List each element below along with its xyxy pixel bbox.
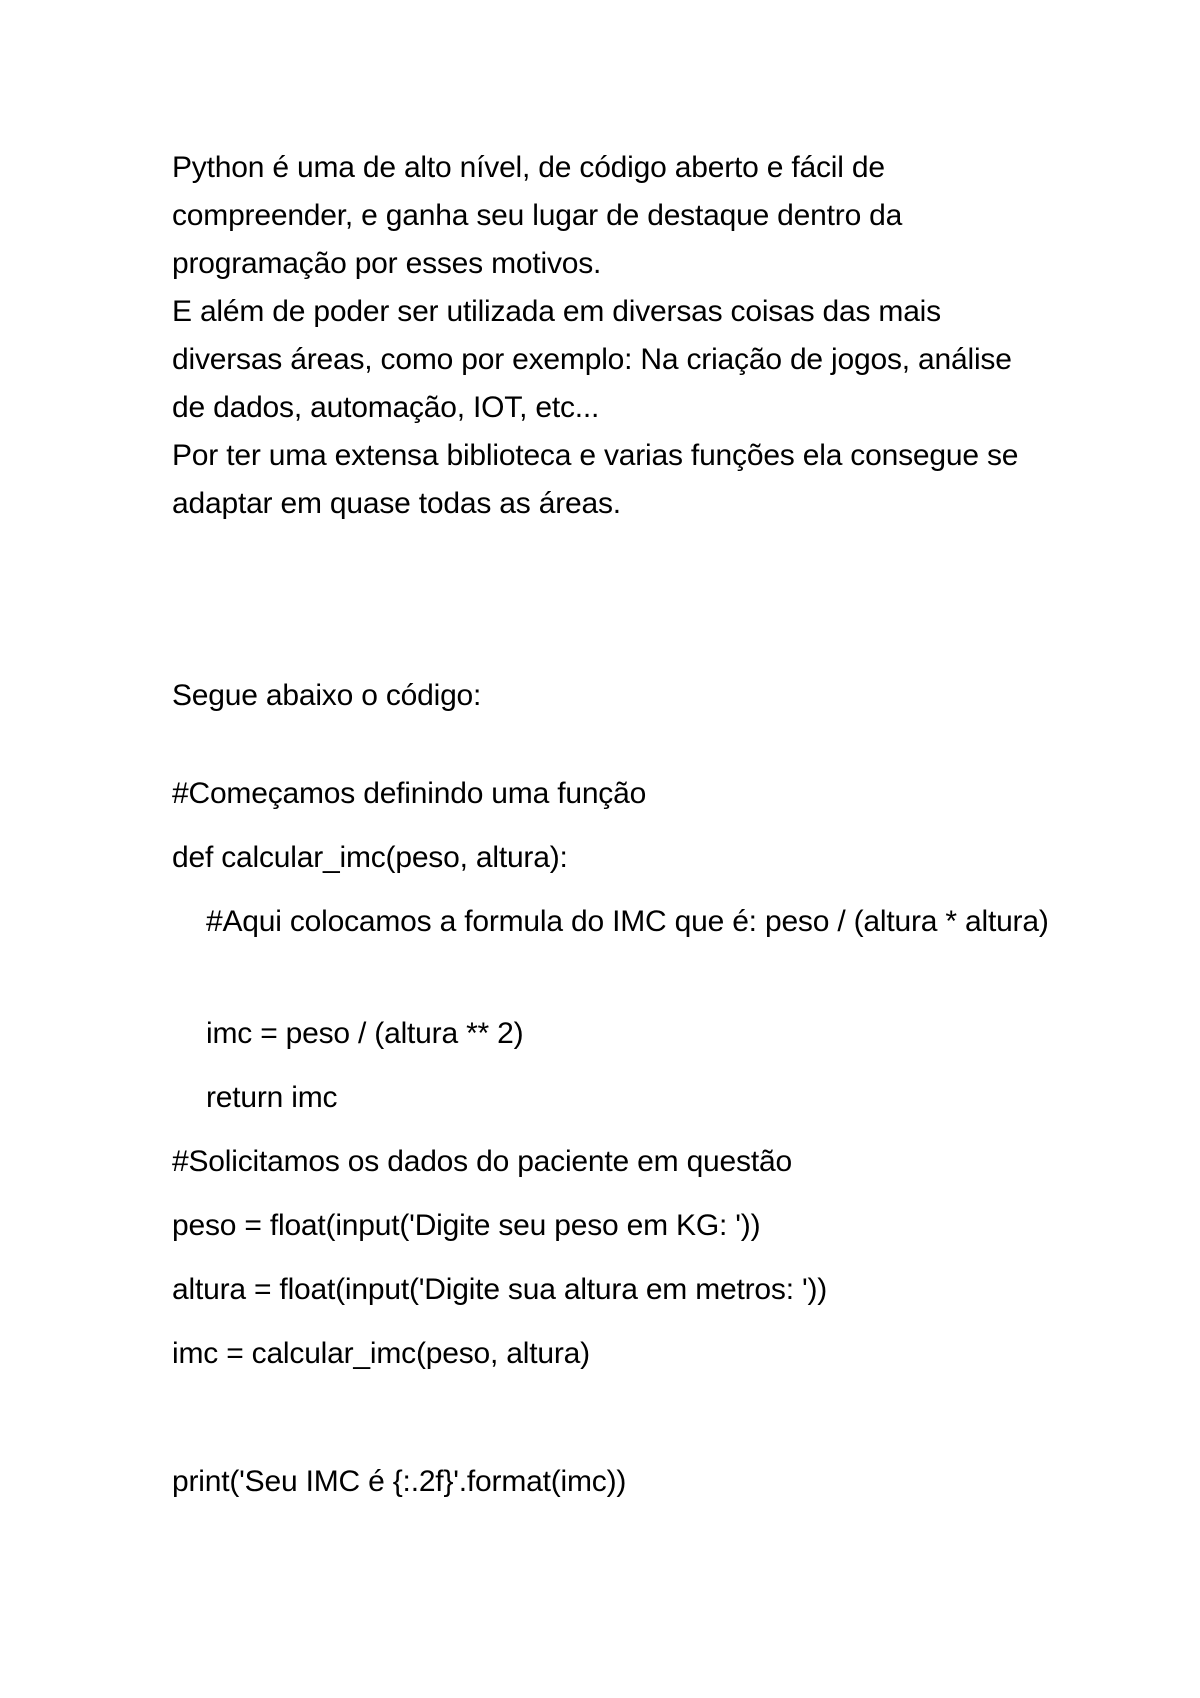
intro-text: [172, 144, 1052, 528]
code-line-return: return imc: [206, 1081, 338, 1114]
code-intro-label: Segue abaixo o código:: [172, 679, 482, 712]
code-line-comment-define: #Começamos definindo uma função: [172, 777, 647, 810]
intro-paragraph-1: Python é uma de alto nível, de código aberto e fácil de compreender, e ganha seu lugar de destaque dentro da programação por esses motivos.: [172, 151, 903, 280]
code-line-peso-input: peso = float(input('Digite seu peso em KG: ')): [172, 1209, 761, 1242]
code-line-altura-input: altura = float(input('Digite sua altura em metros: ')): [172, 1273, 828, 1306]
code-line-imc-calc: imc = peso / (altura ** 2): [206, 1017, 524, 1050]
intro-paragraph-2: E além de poder ser utilizada em diversas coisas das mais diversas áreas, como por exemplo: Na criação de jogos, análise de dados, automação, IOT, etc...: [172, 295, 1012, 424]
code-line-def: def calcular_imc(peso, altura):: [172, 841, 568, 874]
intro-paragraph-3: Por ter uma extensa biblioteca e varias funções ela consegue se adaptar em quase todas as áreas.: [172, 439, 1019, 520]
code-line-comment-formula: #Aqui colocamos a formula do IMC que é: peso / (altura * altura): [206, 905, 1049, 938]
code-line-print: print('Seu IMC é {:.2f}'.format(imc)): [172, 1465, 627, 1498]
code-line-imc-call: imc = calcular_imc(peso, altura): [172, 1337, 590, 1370]
code-line-comment-input: #Solicitamos os dados do paciente em questão: [172, 1145, 792, 1178]
